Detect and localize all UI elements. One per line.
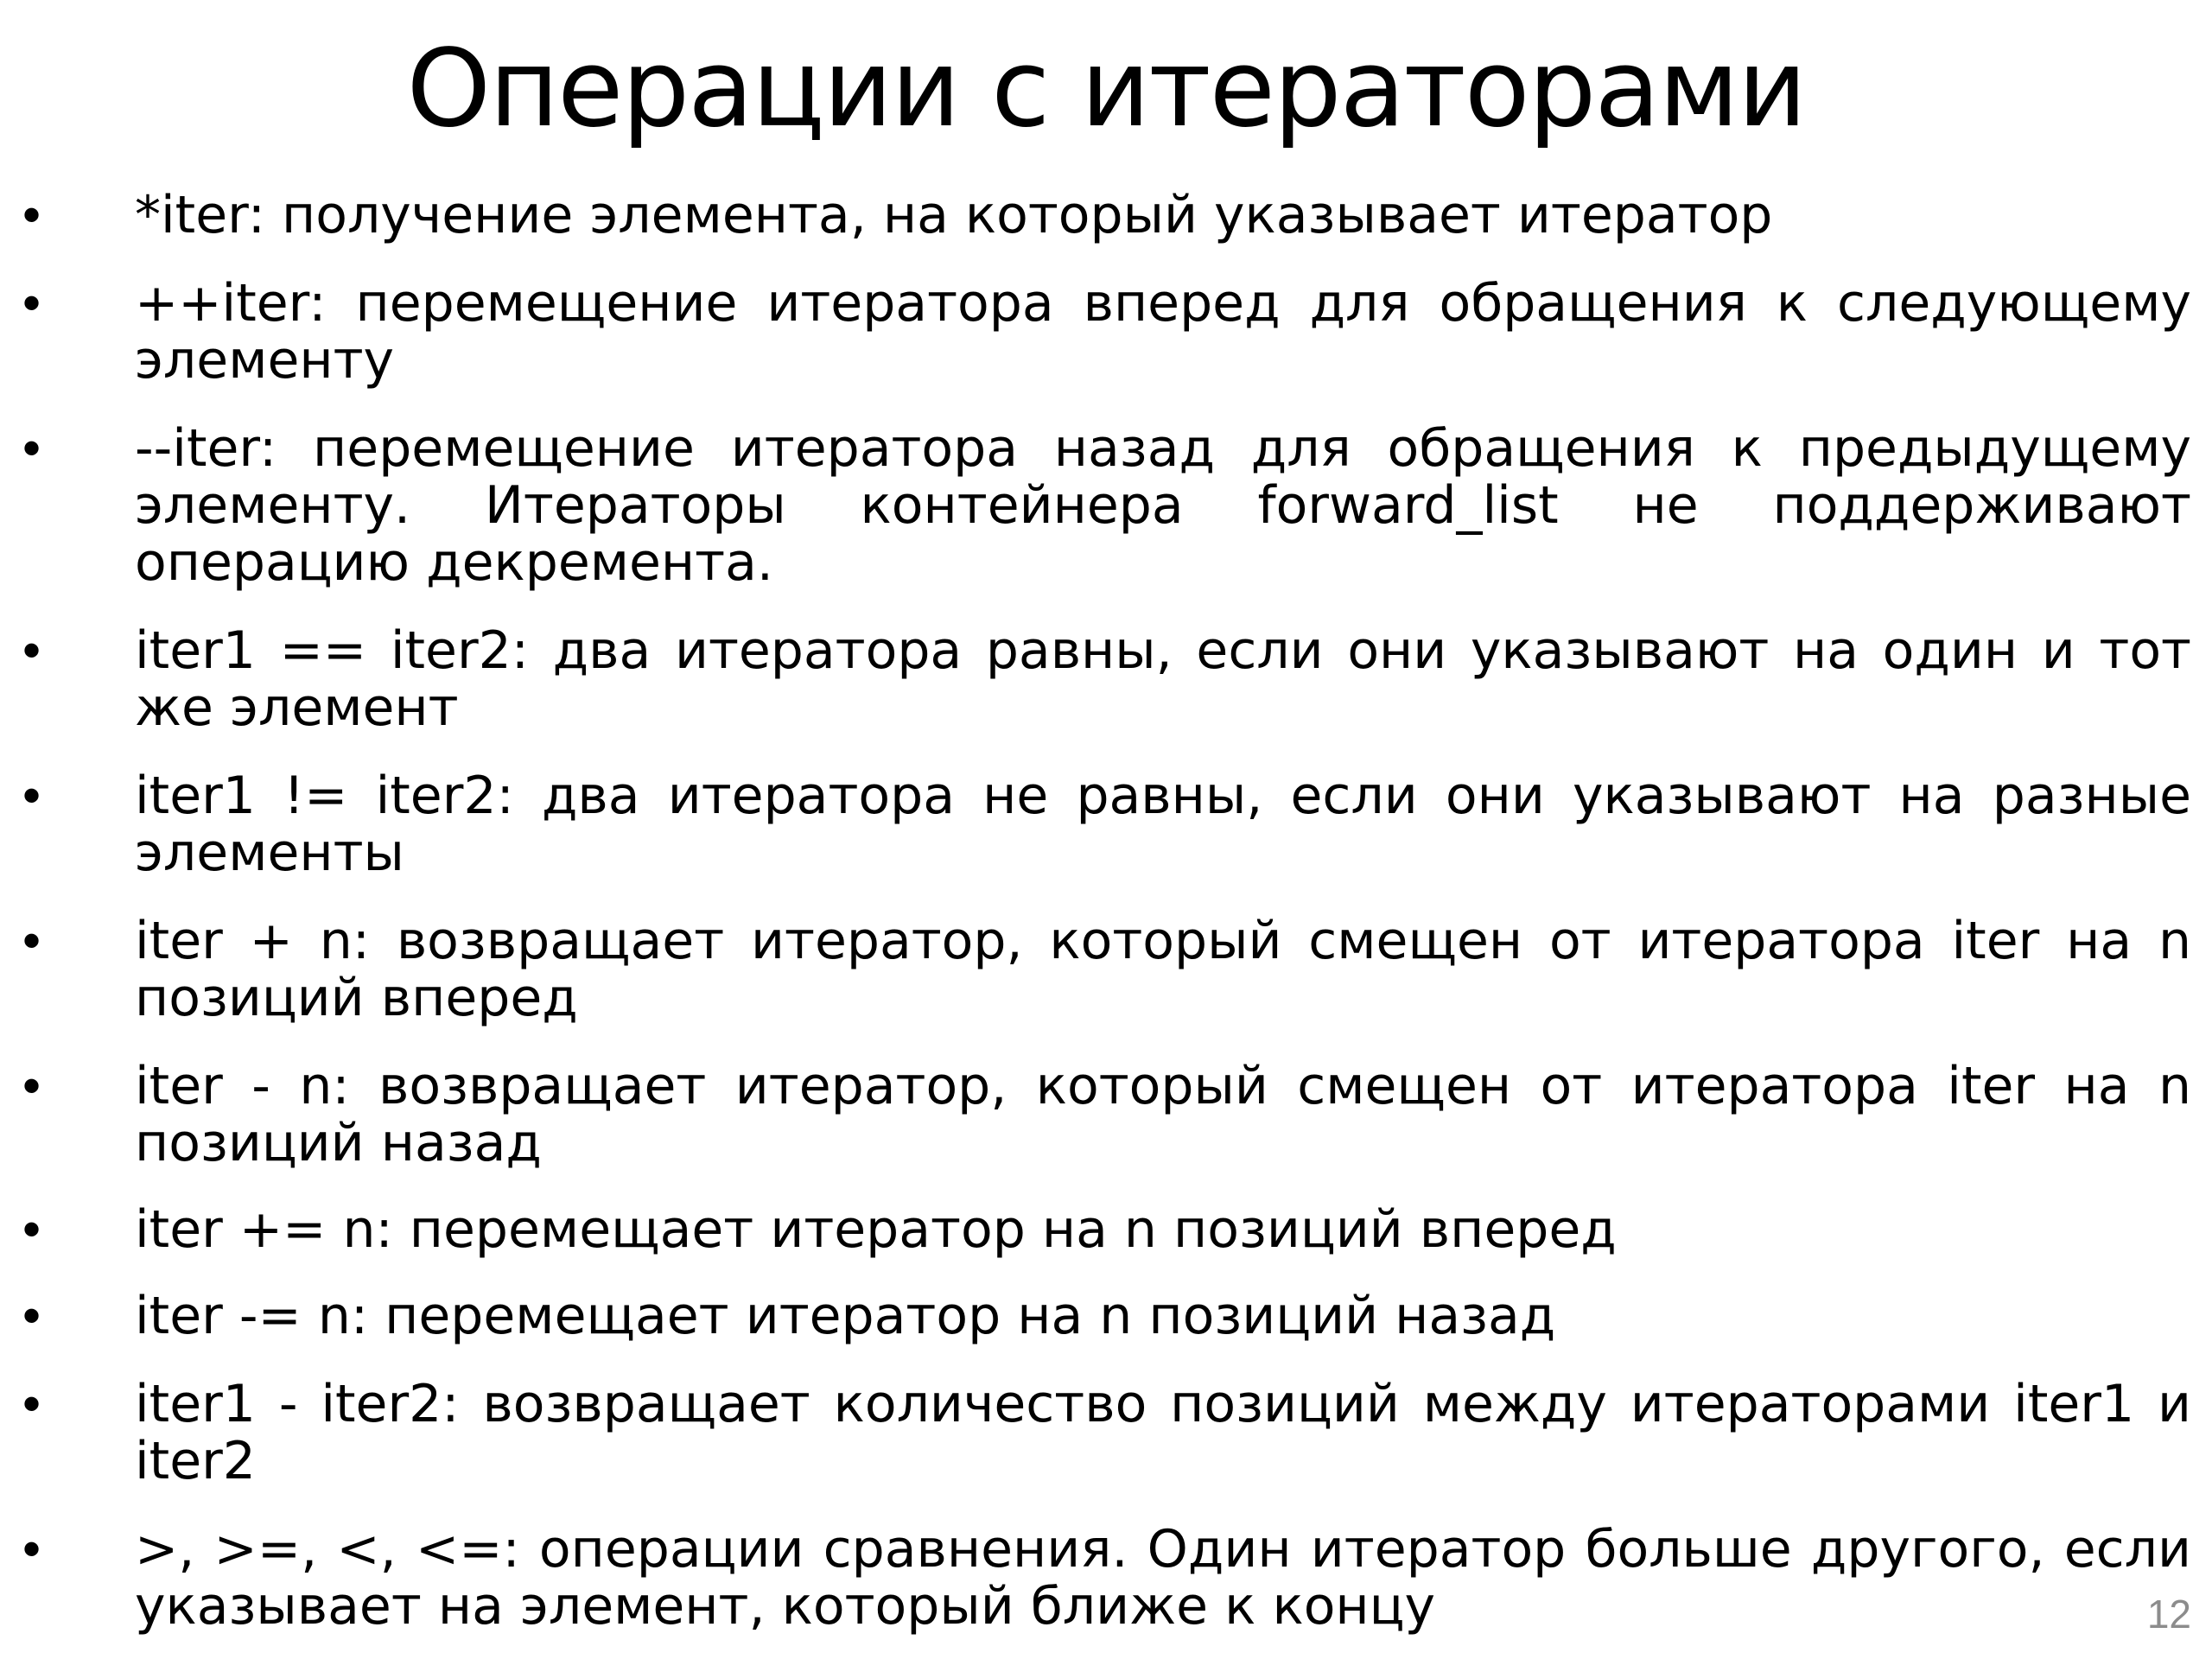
bullet-text: iter + n: возвращает итератор, который смещен от итератора iter на n позиций вперед (135, 911, 2191, 1028)
slide-title: Операции с итераторами (406, 27, 1806, 151)
bullet-dot: • (22, 1287, 41, 1344)
bullet-dot: • (22, 274, 41, 332)
bullet-dot: • (22, 1520, 41, 1578)
bullet-dot: • (22, 1057, 41, 1115)
bullet-dot: • (22, 1375, 41, 1433)
bullet-dot: • (22, 621, 41, 679)
bullet-dot: • (22, 912, 41, 969)
bullet-dot: • (22, 419, 41, 477)
bullet-text: iter1 - iter2: возвращает количество позиций между итераторами iter1 и iter2 (135, 1374, 2191, 1491)
bullet-dot: • (22, 766, 41, 824)
bullet-dot: • (22, 1200, 41, 1258)
bullet-text: *iter: получение элемента, на который указывает итератор (135, 185, 1773, 245)
bullet-text: ++iter: перемещение итератора вперед для обращения к следующему элементу (135, 273, 2191, 391)
bullet-dot: • (22, 186, 41, 244)
bullet-text: --iter: перемещение итератора назад для обращения к предыдущему элементу. Итераторы контейнера forward_list не поддерживают операцию декремента. (135, 418, 2191, 593)
bullet-text: iter1 == iter2: два итератора равны, если они указывают на один и тот же элемент (135, 620, 2191, 738)
bullet-text: iter -= n: перемещает итератор на n позиций назад (135, 1286, 1556, 1346)
bullet-text: iter1 != iter2: два итератора не равны, если они указывают на разные элементы (135, 766, 2191, 883)
bullet-text: >, >=, <, <=: операции сравнения. Один итератор больше другого, если указывает на элемент, который ближе к концу (135, 1519, 2191, 1637)
bullet-text: iter - n: возвращает итератор, который смещен от итератора iter на n позиций назад (135, 1056, 2191, 1173)
page-number: 12 (2146, 1592, 2191, 1637)
bullet-text: iter += n: перемещает итератор на n позиций вперед (135, 1199, 1617, 1260)
